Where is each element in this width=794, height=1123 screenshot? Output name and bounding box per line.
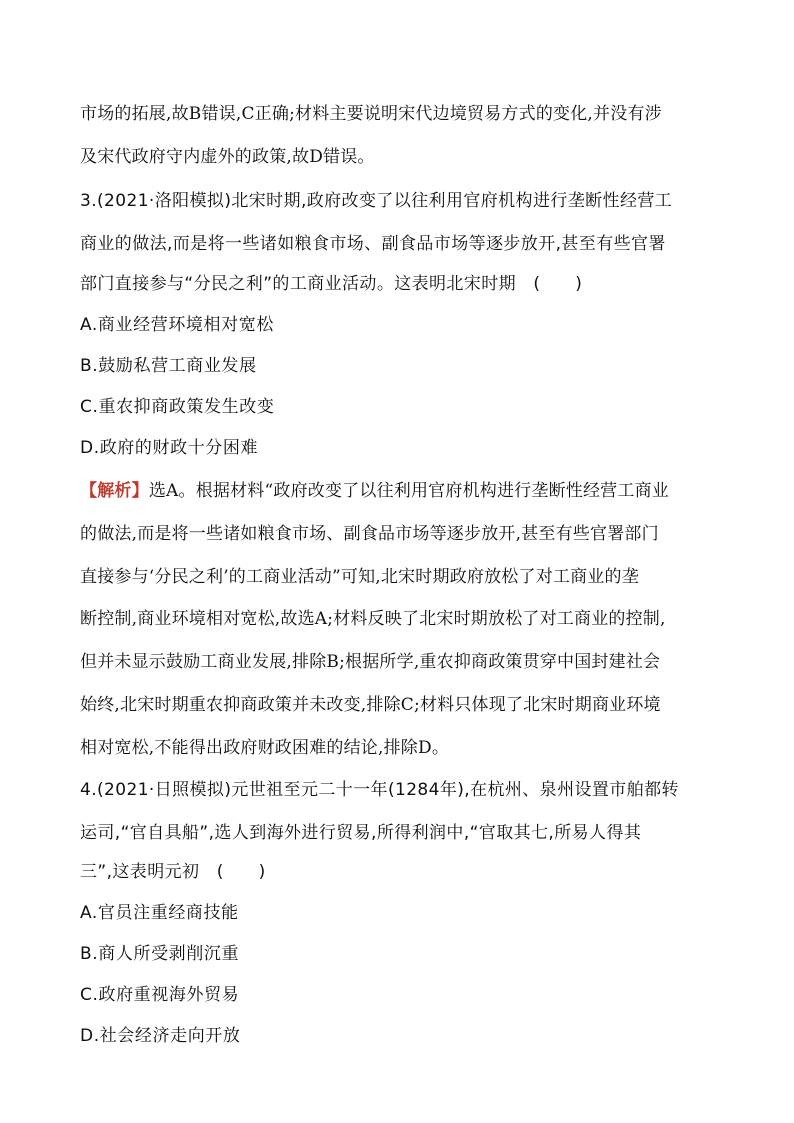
q3-stem-line-3: 部门直接参与“分民之利”的工商业活动。这表明北宋时期 ( ): [80, 274, 583, 294]
q3-analysis-line-6: 始终,北宋时期重农抑商政策并未改变,排除C;材料只体现了北宋时期商业环境: [80, 695, 661, 715]
q3-option-b: B.鼓励私营工商业发展: [80, 356, 257, 376]
continuation-line-2: 及宋代政府守内虚外的政策,故D错误。: [80, 147, 375, 167]
q4-stem-line-3: 三”,这表明元初 ( ): [80, 862, 266, 882]
analysis-tag: 【解析】: [80, 481, 149, 501]
q3-analysis-line-4: 断控制,商业环境相对宽松,故选A;材料反映了北宋时期放松了对工商业的控制,: [80, 609, 666, 629]
q3-analysis-line-7: 相对宽松,不能得出政府财政困难的结论,排除D。: [80, 738, 450, 758]
q4-option-d: D.社会经济走向开放: [80, 1026, 241, 1046]
q3-stem-line-1: 3.(2021·洛阳模拟)北宋时期,政府改变了以往利用官府机构进行垄断性经营工: [80, 191, 673, 211]
q4-stem-line-1: 4.(2021·日照模拟)元世祖至元二十一年(1284年),在杭州、泉州设置市舶都转: [80, 780, 679, 800]
q3-stem-line-2: 商业的做法,而是将一些诸如粮食市场、副食品市场等逐步放开,甚至有些官署: [80, 234, 666, 254]
q4-option-b: B.商人所受剥削沉重: [80, 944, 240, 964]
q3-option-a: A.商业经营环境相对宽松: [80, 315, 274, 335]
q3-option-c: C.重农抑商政策发生改变: [80, 397, 275, 417]
continuation-line-1: 市场的拓展,故B错误,C正确;材料主要说明宋代边境贸易方式的变化,并没有涉: [80, 104, 662, 124]
q3-option-d: D.政府的财政十分困难: [80, 438, 259, 458]
q4-option-a: A.官员注重经商技能: [80, 903, 239, 923]
q3-analysis-line-3: 直接参与‘分民之利’的工商业活动”可知,北宋时期政府放松了对工商业的垄: [80, 567, 639, 587]
q4-option-c: C.政府重视海外贸易: [80, 985, 240, 1005]
q3-analysis-line-2: 的做法,而是将一些诸如粮食市场、副食品市场等逐步放开,甚至有些官署部门: [80, 524, 659, 544]
q4-stem-line-2: 运司,“官自具船”,选人到海外进行贸易,所得利润中,“官取其七,所易人得其: [80, 823, 642, 843]
q3-analysis-line-1: [80, 476, 720, 506]
q3-analysis-line-5: 但并未显示鼓励工商业发展,排除B;根据所学,重农抑商政策贯穿中国封建社会: [80, 652, 661, 672]
analysis-first-text: 选A。根据材料“政府改变了以往利用官府机构进行垄断性经营工商业: [148, 481, 669, 501]
